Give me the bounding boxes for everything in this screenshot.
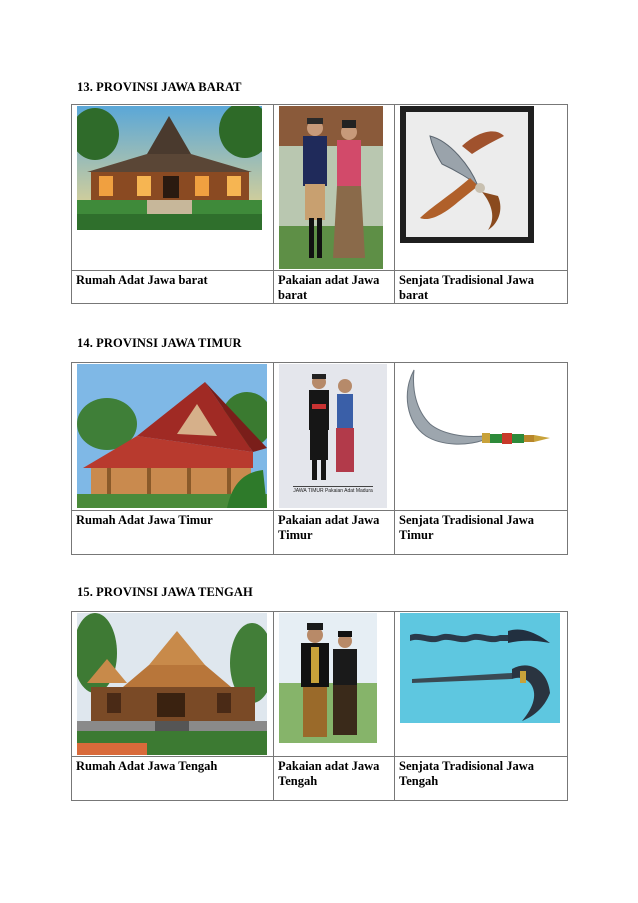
senjata-cell — [395, 105, 568, 271]
senjata-cell — [395, 612, 568, 757]
rumah-adat-cell — [72, 612, 274, 757]
senjata-jawa-tengah-image — [400, 613, 560, 723]
senjata-cell — [395, 363, 568, 511]
caption-senjata-jawa-barat: Senjata Tradisional Jawa barat — [395, 271, 568, 304]
pakaian-adat-cell — [274, 612, 395, 757]
pakaian-adat-jawa-timur-image — [279, 364, 387, 508]
rumah-adat-jawa-barat-image — [77, 106, 262, 230]
section-heading-jawa-barat: 13. PROVINSI JAWA BARAT — [77, 80, 242, 94]
caption-senjata-jawa-tengah: Senjata Tradisional Jawa Tengah — [395, 757, 568, 801]
caption-rumah-jawa-timur: Rumah Adat Jawa Timur — [72, 511, 274, 555]
province-table-jawa-barat — [71, 104, 568, 304]
pakaian-adat-cell — [274, 105, 395, 271]
senjata-jawa-timur-image — [400, 364, 560, 464]
caption-pakaian-jawa-timur: Pakaian adat Jawa Timur — [274, 511, 395, 555]
pakaian-adat-jawa-barat-image — [279, 106, 383, 269]
province-table-jawa-tengah — [71, 611, 568, 801]
pakaian-adat-jawa-tengah-image — [279, 613, 377, 743]
section-heading-jawa-tengah: 15. PROVINSI JAWA TENGAH — [77, 585, 253, 599]
section-heading-jawa-timur: 14. PROVINSI JAWA TIMUR — [77, 336, 242, 350]
province-table-jawa-timur — [71, 362, 568, 555]
pakaian-image-caption: JAWA TIMUR Pakaian Adat Madura — [293, 488, 373, 494]
rumah-adat-jawa-timur-image — [77, 364, 267, 508]
pakaian-adat-cell — [274, 363, 395, 511]
rumah-adat-jawa-tengah-image — [77, 613, 267, 755]
caption-senjata-jawa-timur: Senjata Tradisional Jawa Timur — [395, 511, 568, 555]
caption-pakaian-jawa-tengah: Pakaian adat Jawa Tengah — [274, 757, 395, 801]
rumah-adat-cell — [72, 105, 274, 271]
senjata-jawa-barat-image — [400, 106, 534, 243]
caption-rumah-jawa-barat: Rumah Adat Jawa barat — [72, 271, 274, 304]
caption-rumah-jawa-tengah: Rumah Adat Jawa Tengah — [72, 757, 274, 801]
caption-pakaian-jawa-barat: Pakaian adat Jawa barat — [274, 271, 395, 304]
rumah-adat-cell — [72, 363, 274, 511]
